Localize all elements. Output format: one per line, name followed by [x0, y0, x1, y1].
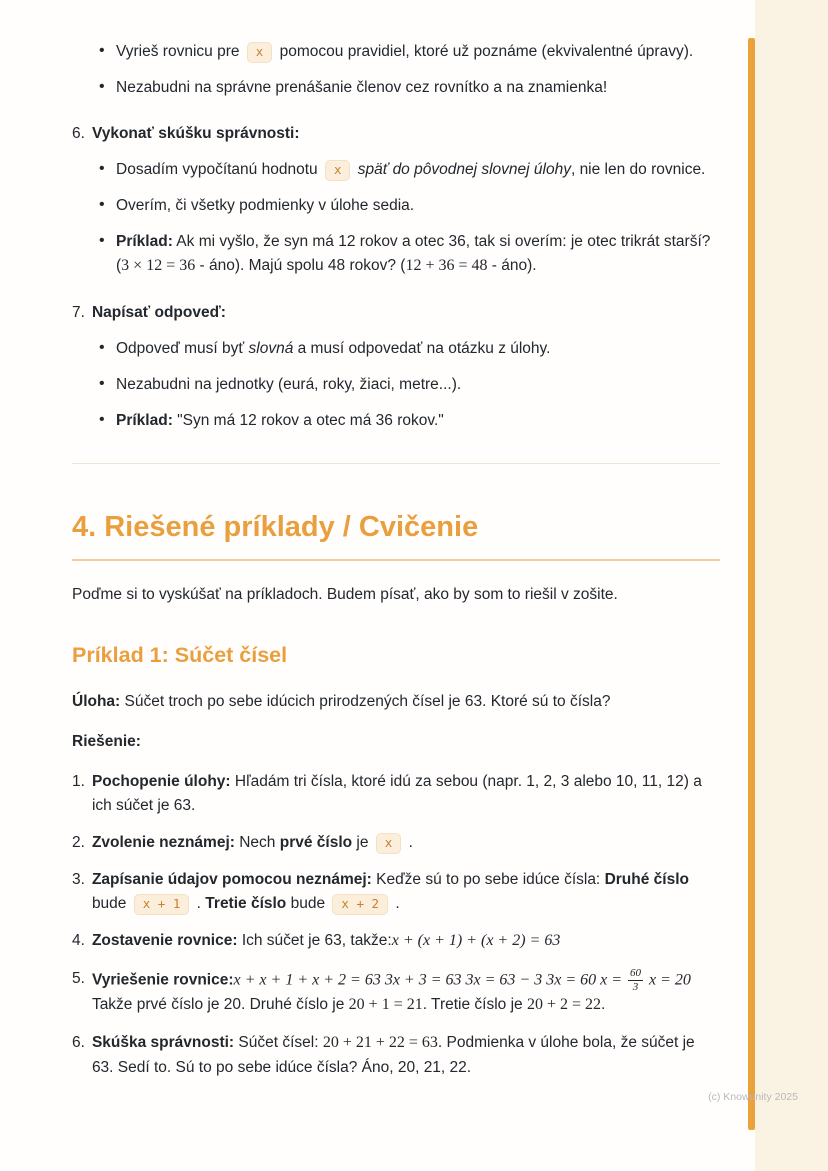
bullet-text	[116, 376, 461, 393]
text-segment: Tretie číslo	[205, 895, 287, 913]
item6-bullet-list	[72, 158, 720, 279]
text-segment: Ich súčet je 63, takže:	[237, 932, 392, 950]
text-segment: bude	[91, 895, 131, 913]
text-segment: Príklad:	[116, 233, 173, 251]
numbered-item-7	[72, 301, 720, 433]
step-number: 3.	[72, 871, 85, 889]
solution-step	[72, 831, 720, 855]
text-segment: x = 20	[645, 971, 691, 989]
text-segment: pomocou pravidiel, ktoré už poznáme (ekvivalentné úpravy).	[275, 43, 694, 60]
solution-step	[72, 967, 720, 1018]
text-segment: .	[192, 895, 206, 913]
step-number: 6.	[72, 1034, 85, 1052]
text-segment: , nie len do rovnice.	[570, 161, 706, 179]
step5-sub-bullet-list	[72, 40, 720, 100]
text-segment: Ak mi vyšlo, že syn má 12 rokov a otec 36, tak si overím: je otec trikrát starší? (	[116, 233, 711, 275]
text-segment: 12 + 36 = 48	[405, 257, 488, 275]
item-title: Vykonať skúšku správnosti:	[91, 125, 300, 143]
text-segment: . Tretie číslo je	[422, 996, 527, 1014]
text-segment: .	[601, 996, 606, 1014]
page-margin-strip	[755, 0, 828, 1171]
text-segment: bude	[286, 895, 330, 913]
section-divider	[72, 463, 720, 464]
text-segment: prvé číslo	[279, 834, 353, 852]
bullet-text	[116, 197, 414, 214]
text-segment: Odpoveď musí byť	[116, 339, 249, 357]
bullet-item	[99, 373, 720, 397]
text-segment: .	[391, 895, 400, 913]
text-segment: .	[404, 834, 413, 852]
solution-step	[72, 1031, 720, 1080]
bullet-item	[99, 409, 720, 433]
text-segment: Súčet čísel:	[234, 1034, 323, 1052]
step-text	[92, 1031, 720, 1080]
bullet-item	[99, 337, 720, 361]
task-text	[72, 693, 610, 710]
item-number: 7.	[72, 303, 85, 321]
text-segment: Zapísanie údajov pomocou neznámej:	[91, 871, 372, 889]
step-text	[92, 868, 720, 916]
text-segment: Druhé číslo	[604, 871, 689, 889]
bullet-item	[99, 158, 720, 182]
text-segment: Nech	[234, 834, 280, 852]
text-segment: Súčet troch po sebe idúcich prirodzených čísel je 63. Ktoré sú to čísla?	[120, 693, 611, 711]
bullet-text	[116, 79, 607, 96]
text-segment: Úloha:	[72, 693, 121, 711]
inline-code-badge: x + 1	[134, 894, 190, 915]
section-intro-paragraph: Poďme si to vyskúšať na príkladoch. Budem písať, ako by som to riešil v zošite.	[72, 585, 618, 603]
text-segment: slovná	[248, 339, 294, 357]
step-text	[92, 929, 720, 954]
bullet-text	[116, 161, 705, 178]
inline-code-badge: x + 2	[332, 894, 388, 915]
text-segment: Hľadám tri čísla, ktoré idú za sebou (napr. 1, 2, 3 alebo 10, 11, 12) a ich súčet je 63.	[91, 773, 702, 815]
step-text	[92, 831, 720, 855]
solution-steps-list	[72, 770, 720, 1080]
text-segment: 20 + 21 + 22 = 63	[322, 1034, 438, 1052]
solution-step	[72, 868, 720, 916]
text-segment: Keďže sú to po sebe idúce čísla:	[371, 871, 605, 889]
text-segment: "Syn má 12 rokov a otec má 36 rokov."	[172, 411, 444, 429]
text-segment: . Podmienka v úlohe bola, že súčet je 63. Sedí to. Sú to po sebe idúce čísla? Áno, 20, 21, 22.	[91, 1034, 695, 1077]
solution-step	[72, 770, 720, 818]
section-heading: 4. Riešené príklady / Cvičenie	[72, 510, 720, 561]
lesson-content	[72, 28, 720, 1093]
inline-code-badge: x	[376, 833, 402, 854]
step-text	[92, 770, 720, 818]
bullet-item	[99, 76, 720, 100]
example-heading: Príklad 1: Súčet čísel	[72, 642, 288, 667]
numbered-item-6	[72, 122, 720, 279]
step-number: 5.	[72, 969, 85, 987]
item-number: 6.	[72, 125, 85, 143]
solution-label	[72, 730, 720, 754]
text-segment: 20 + 1 = 21	[348, 996, 423, 1014]
text-segment: Riešenie:	[72, 733, 141, 751]
watermark: (c) Knowunity 2025	[708, 1091, 798, 1103]
text-segment: Dosadím vypočítanú hodnotu	[116, 161, 322, 179]
bullet-text	[116, 412, 444, 429]
text-segment: Vyriešenie rovnice:	[91, 971, 234, 989]
text-segment: 3 × 12 = 36	[121, 257, 196, 275]
math-fraction: $\frac{60}{3}$	[630, 966, 642, 993]
text-segment: Pochopenie úlohy:	[91, 773, 231, 791]
bullet-item	[99, 40, 720, 64]
bullet-item	[99, 230, 720, 279]
bullet-text	[116, 340, 550, 357]
text-segment: 20 + 2 = 22	[526, 996, 601, 1014]
item-title: Napísať odpoveď:	[91, 303, 226, 321]
solution-step	[72, 929, 720, 954]
step-number: 2.	[72, 834, 85, 852]
bullet-text	[116, 233, 710, 274]
text-segment: Overím, či všetky podmienky v úlohe sedia.	[116, 197, 415, 215]
solution-label-text	[72, 733, 141, 750]
task-paragraph	[72, 690, 720, 714]
numbered-item-heading	[72, 122, 720, 146]
step-number: 1.	[72, 773, 85, 791]
text-segment: Nezabudni na správne prenášanie členov cez rovnítko a na znamienka!	[116, 79, 608, 97]
text-segment: Skúška správnosti:	[91, 1034, 235, 1052]
text-segment: a musí odpovedať na otázku z úlohy.	[293, 339, 551, 357]
text-segment: - áno). Majú spolu 48 rokov? (	[195, 257, 406, 275]
text-segment: Príklad:	[116, 411, 173, 429]
step-number: 4.	[72, 932, 85, 950]
page-edge-accent-bar	[748, 38, 755, 1130]
text-segment: Takže prvé číslo je 20. Druhé číslo je	[91, 996, 349, 1014]
numbered-item-heading	[72, 301, 720, 325]
bullet-text	[116, 43, 693, 60]
inline-code-badge: x	[247, 42, 273, 63]
text-segment: Zostavenie rovnice:	[91, 932, 238, 950]
text-segment: - áno).	[487, 257, 537, 275]
item7-bullet-list	[72, 337, 720, 433]
bullet-item	[99, 194, 720, 218]
text-segment: Zvolenie neznámej:	[91, 834, 235, 852]
inline-code-badge: x	[325, 160, 351, 181]
text-segment: Vyrieš rovnicu pre	[116, 43, 244, 60]
text-segment: Nezabudni na jednotky (eurá, roky, žiaci, metre...).	[116, 375, 462, 393]
text-segment: je	[352, 834, 373, 852]
text-segment: x + (x + 1) + (x + 2) = 63	[391, 932, 561, 950]
step-text	[92, 967, 720, 1018]
text-segment: x + x + 1 + x + 2 = 63 3x + 3 = 63 3x = 63 − 3 3x = 60 x =	[233, 971, 627, 989]
text-segment: späť do pôvodnej slovnej úlohy	[357, 161, 571, 179]
